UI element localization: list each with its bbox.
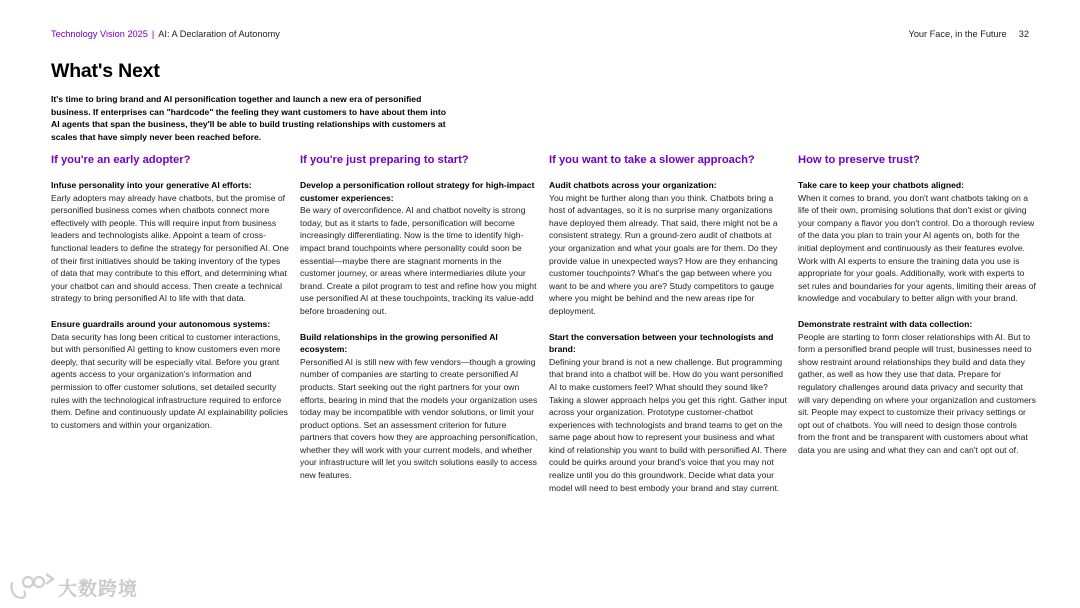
column-preparing-to-start — [300, 154, 538, 495]
section-title: Your Face, in the Future — [908, 29, 1007, 39]
recommendation-block — [549, 179, 787, 318]
recommendation-heading: Ensure guardrails around your autonomous systems: — [51, 318, 271, 329]
column-early-adopter — [51, 154, 289, 444]
recommendation-body: You might be further along than you think. Chatbots bring a host of advantages, so it is no surprise many organizations have deployed them already. That said, there might not be a consistent strategy. Run a ground-zero audit of chatbots at your organization and what your goals are for them. Do they provide value in unexpected ways? How are they enhancing customer touchpoints? What's the gap between where you want to be and where you are? Study competitors to gauge where you might be behind and the new areas ripe for deployment. — [549, 192, 778, 316]
recommendation-body: Early adopters may already have chatbots, but the promise of personified business comes when chatbots connect more effectively with people. This will require input from business leaders and technologists alike. Appoint a team of cross-functional leaders to define the strategy for personified AI. One of their first initiatives should be taking inventory of the types of data that may contribute to this effort, and determining what your chatbot can and should access. Then create a technical strategy to bring personified AI to life with that data. — [51, 192, 289, 304]
watermark-text: 大数跨境 — [58, 579, 139, 600]
recommendation-body: Personified AI is still new with few vendors—though a growing number of companies are starting to create personified AI products. Start seeking out the right partners for your own efforts, bearing in mind that the models your organization uses today may be incompatible with vendor solutions, or limit your product options. Set an assessment criterion for future partners that covers how they are approaching personification, whether they will work with your current models, and whether your infrastructure will let you switch solutions easily to access new features. — [300, 356, 538, 481]
recommendation-body: When it comes to brand, you don't want chatbots taking on a life of their own, promising solutions that don't exist or giving your company a flavor you don't control. Do a thorough review of the data you plan to train your AI agents on, both for the initial deployment and continuously as their features evolve. Work with AI experts to ensure the training data you use is appropriate for your goals. Additionally, work with experts to set rules and boundaries for your agents, limiting their areas of knowledge and vocabulary to better align with your brand. — [798, 192, 1036, 304]
recommendation-heading: Develop a personification rollout strategy for high-impact customer experiences: — [300, 180, 535, 203]
page-title: What's Next — [51, 60, 160, 82]
section-info — [909, 29, 1029, 39]
page-header — [51, 29, 1029, 43]
column-heading: If you're an early adopter? — [51, 154, 191, 166]
page-number: 32 — [1018, 29, 1029, 39]
watermark-logo-icon — [8, 568, 56, 602]
recommendation-block — [549, 331, 787, 495]
recommendation-block — [300, 179, 538, 318]
breadcrumb-separator: | — [151, 29, 155, 39]
column-heading: If you want to take a slower approach? — [549, 154, 755, 166]
recommendation-body: Data security has long been critical to customer interactions, but with personified AI getting to know customers even more deeply, that security will be especially vital. Before you grant agents access to your organization's information and permission to offer customer solutions, set detailed security rules with the technological infrastructure required to enforce them. Define and continuously update AI explainability policies to customers and within your organization. — [51, 331, 288, 430]
recommendation-body: People are starting to form closer relationships with AI. But to form a personified brand people will trust, businesses need to show restraint around relationships they build and data they gather, as well as how they use that data. Prepare for regulatory challenges around data privacy and security that will vary depending on where your organization and customers sit. People may expect to customize their privacy settings or opt out of chatbots. You will need to design those controls from the front and be transparent with customers about what data you are using and what they can and can't opt out of. — [798, 331, 1036, 455]
chapter-title: AI: A Declaration of Autonomy — [158, 29, 280, 39]
recommendation-block — [300, 331, 538, 482]
column-slower-approach — [549, 154, 787, 507]
recommendation-heading: Take care to keep your chatbots aligned: — [798, 180, 965, 190]
recommendation-heading: Build relationships in the growing personified AI ecosystem: — [300, 331, 498, 355]
recommendation-block — [798, 179, 1036, 305]
recommendation-heading: Audit chatbots across your organization: — [549, 180, 717, 190]
report-breadcrumb — [51, 29, 280, 39]
recommendation-heading: Infuse personality into your generative AI efforts: — [51, 180, 252, 190]
recommendation-block — [798, 318, 1036, 457]
column-preserve-trust — [798, 154, 1036, 469]
recommendation-body: Defining your brand is not a new challenge. But programming that brand into a chatbot will be. How do you want personified AI to make customers feel? What should they sound like? Taking a slower approach helps you get this right. Gather input across your organization. Prototype customer-chatbot experiences with technologists and brand teams to get on the same page about how to represent your business and what kind of relationship you want to build with personified AI. There could be quirks around your brand's voice that you may not realize until you do this groundwork. Decide what data your model will need to best embody your brand and stay current. — [549, 356, 787, 493]
recommendation-heading: Demonstrate restraint with data collection: — [798, 318, 973, 329]
report-title: Technology Vision 2025 — [51, 29, 148, 39]
intro-paragraph: It's time to bring brand and AI personification together and launch a new era of personified business. If enterprises can "hardcode" the feeling they want customers to have about them into AI agents that span the business, they'll be able to build trusting relationships with customers at scales that have simply never been reached before. — [51, 94, 446, 142]
watermark — [8, 568, 148, 602]
recommendation-block — [51, 179, 289, 305]
recommendation-heading: Start the conversation between your technologists and brand: — [549, 331, 774, 355]
recommendation-block — [51, 318, 289, 431]
column-heading: If you're just preparing to start? — [300, 154, 469, 166]
recommendation-body: Be wary of overconfidence. AI and chatbot novelty is strong today, but as it starts to fade, personification will become increasingly differentiating. Now is the time to identify high-impact brand touchpoints where personality could soon be essential—maybe there are stagnant moments in the customer journey, or areas where intermediaries dilute your brand. Create a pilot program to test and refine how you might use personified AI at these touchpoints, tracking its value-add before broadening out. — [300, 205, 537, 316]
column-heading: How to preserve trust? — [798, 154, 920, 166]
